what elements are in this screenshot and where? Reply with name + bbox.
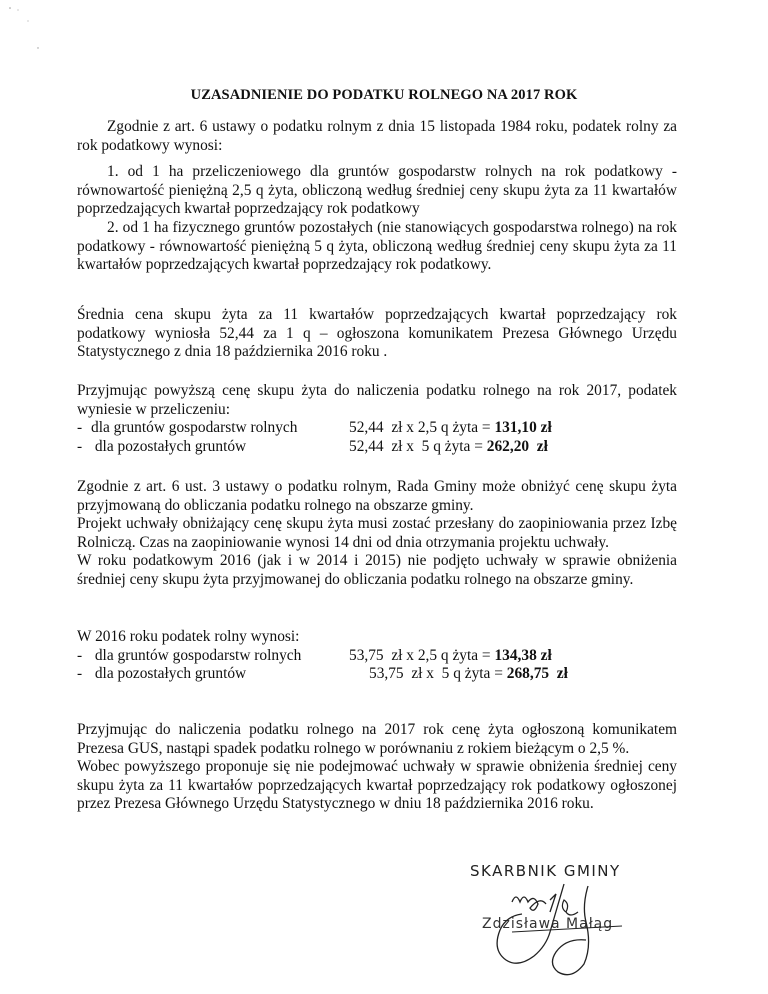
row-dash: - bbox=[77, 419, 83, 437]
row-formula: 53,75 zł x 5 q żyta = bbox=[369, 665, 507, 683]
row-result: 268,75 zł bbox=[506, 665, 568, 683]
row-label: dla gruntów gospodarstw rolnych bbox=[91, 646, 302, 664]
row-dash: - bbox=[77, 437, 83, 455]
calc-2016-intro: W 2016 roku podatek rolny wynosi: bbox=[77, 628, 300, 645]
row-formula: 53,75 zł x 2,5 q żyta = bbox=[349, 646, 495, 664]
rada-section bbox=[77, 478, 677, 590]
calc-2017-row bbox=[77, 438, 677, 457]
point-1: 1. od 1 ha przeliczeniowego dla gruntów gospodarstw rolnych na rok podatkowy - równowartość pieniężną 2,5 q żyta, obliczoną według średniej ceny skupu żyta za 11 kwartałów poprzedzających kwartał poprzedzający rok podatkowy bbox=[77, 163, 677, 218]
treasurer-stamp: SKARBNIK GMINY bbox=[470, 862, 621, 880]
row-result: 134,38 zł bbox=[494, 646, 552, 664]
handwritten-signature bbox=[452, 872, 652, 992]
calc-2017-row bbox=[77, 419, 677, 438]
intro-paragraph: Zgodnie z art. 6 ustawy o podatku rolnym z dnia 15 listopada 1984 roku, podatek rolny za rok podatkowy wynosi: bbox=[77, 118, 677, 154]
row-label: dla pozostałych gruntów bbox=[91, 437, 247, 455]
rada-paragraph-1: Zgodnie z art. 6 ust. 3 ustawy o podatku rolnym, Rada Gminy może obniżyć cenę skupu żyta przyjmowaną do obliczania podatku rolnego na obszarze gminy. bbox=[77, 478, 677, 514]
row-label: dla gruntów gospodarstw rolnych bbox=[91, 419, 298, 437]
rada-paragraph-3: W roku podatkowym 2016 (jak i w 2014 i 2015) nie podjęto uchwały w sprawie obniżenia średniej ceny skupu żyta przyjmowanej do obliczania podatku rolnego na obszarze gminy. bbox=[77, 552, 677, 588]
row-formula: 52,44 zł x 2,5 q żyta = bbox=[349, 419, 495, 437]
document-title: UZASADNIENIE DO PODATKU ROLNEGO NA 2017 ROK bbox=[190, 87, 578, 103]
avg-price-section bbox=[77, 306, 677, 362]
signature-name-stamp: Zdzisława Małąg bbox=[482, 916, 614, 932]
final-paragraph-1: Przyjmując do naliczenia podatku rolnego na 2017 rok cenę żyta ogłoszoną komunikatem Prezesa GUS, nastąpi spadek podatku rolnego w porównaniu z rokiem bieżącym o 2,5 %. bbox=[77, 721, 677, 757]
calc-2016-row bbox=[77, 647, 677, 666]
calc-2016-row bbox=[77, 665, 677, 684]
rada-paragraph-2: Projekt uchwały obniżający cenę skupu żyta musi zostać przesłany do zaopiniowania przez Izbę Rolniczą. Czas na zaopiniowanie wynosi 14 dni od dnia otrzymania projektu uchwały. bbox=[77, 515, 677, 551]
final-paragraph-2: Wobec powyższego proponuje się nie podejmować uchwały w sprawie obniżenia średniej ceny skupu żyta za 11 kwartałów poprzedzających kwartał poprzedzający rok podatkowy ogłoszonej przez Prezesa Głównego Urzędu Statystycznego w dniu 18 października 2016 roku. bbox=[77, 758, 677, 813]
row-result: 131,10 zł bbox=[494, 419, 552, 437]
avg-price-paragraph: Średnia cena skupu żyta za 11 kwartałów poprzedzających kwartał poprzedzający rok podatkowy wyniosła 52,44 za 1 q – ogłoszona komunikatem Prezesa Głównego Urzędu Statystycznego z dnia 18 października 2016 roku . bbox=[77, 306, 677, 361]
row-result: 262,20 zł bbox=[486, 437, 548, 455]
final-section bbox=[77, 721, 677, 814]
point-2: 2. od 1 ha fizycznego gruntów pozostałych (nie stanowiących gospodarstwa rolnego) na rok podatkowy - równowartość pieniężną 5 q żyta, obliczoną według średniej ceny skupu żyta za 11 kwartałów poprzedzających kwartał poprzedzający rok podatkowy. bbox=[77, 218, 677, 274]
row-formula: 52,44 zł x 5 q żyta = bbox=[349, 437, 487, 455]
calc-2017-intro: Przyjmując powyższą cenę skupu żyta do naliczenia podatku rolnego na rok 2017, podatek wyniesie w przeliczeniu: bbox=[77, 382, 677, 418]
calc-2017-section bbox=[77, 382, 677, 456]
intro-section bbox=[77, 118, 677, 275]
calc-2016-section bbox=[77, 628, 677, 684]
scan-speck-marks bbox=[0, 0, 60, 60]
row-label: dla pozostałych gruntów bbox=[91, 665, 247, 683]
row-dash: - bbox=[77, 646, 83, 664]
row-dash: - bbox=[77, 665, 83, 683]
